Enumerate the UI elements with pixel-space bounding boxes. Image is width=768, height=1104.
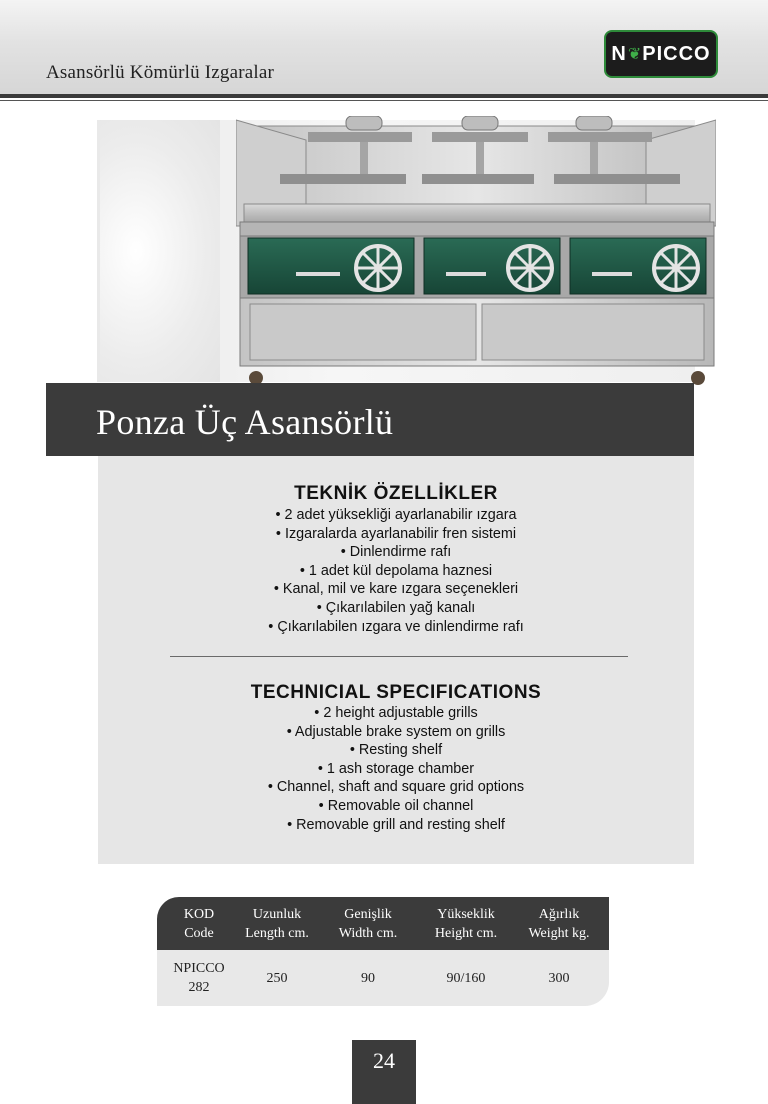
specifications-panel — [98, 456, 694, 864]
spec-list-tr — [98, 506, 694, 636]
npicco-logo — [604, 30, 718, 78]
header-height — [423, 905, 509, 943]
list-item: • Adjustable brake system on grills — [286, 723, 506, 740]
spec-list-en — [98, 704, 694, 834]
photo-background-blur — [100, 120, 220, 382]
product-title-band — [46, 383, 694, 456]
cell-height: 90/160 — [446, 970, 486, 986]
leaf-icon: ❦ — [627, 46, 642, 63]
cell-length: 250 — [266, 970, 288, 986]
table-header-row — [157, 897, 609, 950]
list-item: • Resting shelf — [349, 742, 443, 759]
logo-text-left: N — [611, 42, 627, 65]
spec-heading-tr: TEKNİK ÖZELLİKLER — [294, 483, 498, 504]
dimensions-table — [157, 897, 609, 1006]
spec-divider — [170, 656, 628, 657]
page-header — [0, 0, 768, 94]
header-code — [157, 905, 241, 943]
header-label-tr: Uzunluk — [252, 906, 302, 922]
list-item: • 2 adet yüksekliği ayarlanabilir ızgara — [275, 507, 517, 523]
page-number: 24 — [352, 1040, 416, 1104]
code-line1: NPICCO — [173, 961, 225, 976]
header-label-en: Length cm. — [245, 925, 309, 941]
ash-drawer-group — [248, 238, 706, 294]
list-item: • Removable grill and resting shelf — [287, 816, 505, 833]
cell-weight: 300 — [548, 970, 570, 986]
header-label-tr: KOD — [183, 906, 215, 922]
list-item: • Removable oil channel — [318, 797, 474, 814]
header-label-tr: Genişlik — [344, 906, 392, 922]
header-label-en: Height cm. — [434, 925, 498, 941]
spec-heading-en: TECHNICIAL SPECIFICATIONS — [250, 682, 542, 703]
list-item: • Çıkarılabilen ızgara ve dinlendirme rafı — [268, 618, 524, 635]
logo-text-right: PICCO — [642, 42, 711, 65]
code-line2: 282 — [188, 980, 210, 995]
header-length — [241, 905, 313, 943]
cell-width: 90 — [361, 970, 375, 986]
header-label-en: Code — [184, 925, 214, 941]
list-item: • Channel, shaft and square grid options — [267, 779, 525, 796]
list-item: • Dinlendirme rafı — [340, 544, 452, 561]
header-width — [313, 905, 423, 943]
header-rule-thick — [0, 94, 768, 98]
table-row — [157, 950, 609, 1006]
cell-code — [157, 959, 241, 997]
list-item: • Izgaralarda ayarlanabilir fren sistemi — [275, 525, 517, 542]
catalog-section-title: Asansörlü Kömürlü Izgaralar — [46, 62, 275, 83]
grill-product-image — [236, 116, 716, 388]
list-item: • Çıkarılabilen yağ kanalı — [316, 599, 476, 616]
header-weight — [509, 905, 609, 943]
list-item: • 2 height adjustable grills — [314, 705, 478, 721]
header-label-en: Weight kg. — [528, 925, 590, 941]
list-item: • 1 ash storage chamber — [317, 760, 475, 777]
list-item: • 1 adet kül depolama haznesi — [299, 562, 493, 579]
header-label-tr: Ağırlık — [538, 906, 580, 922]
header-rule-thin — [0, 100, 768, 101]
list-item: • Kanal, mil ve kare ızgara seçenekleri — [273, 581, 519, 598]
product-title: Ponza Üç Asansörlü — [96, 402, 394, 442]
header-label-tr: Yükseklik — [437, 906, 495, 922]
header-label-en: Width cm. — [338, 925, 398, 941]
